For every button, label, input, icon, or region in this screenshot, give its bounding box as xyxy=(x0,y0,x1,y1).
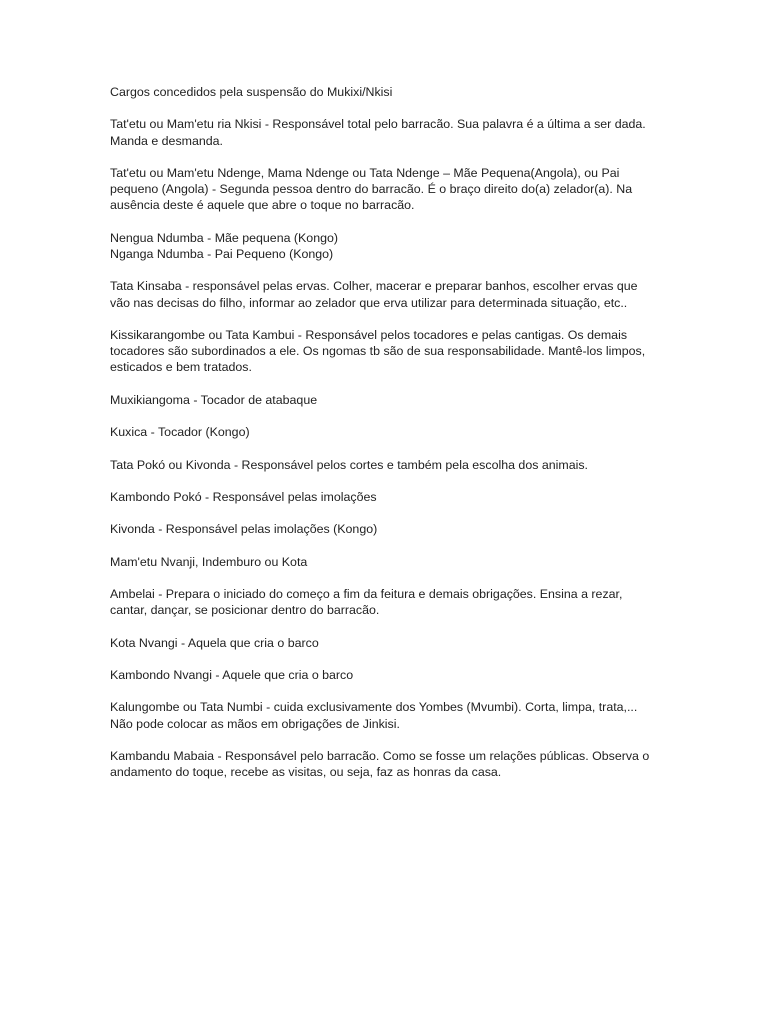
paragraph: Kambondo Pokó - Responsável pelas imolações xyxy=(110,489,377,504)
paragraph: Mam'etu Nvanji, Indemburo ou Kota xyxy=(110,554,308,569)
paragraph: Tata Kinsaba - responsável pelas ervas. Colher, macerar e preparar banhos, escolher ervas que vão nas decisas do filho, informar ao zelador que erva utilizar para determinada situação, etc.. xyxy=(110,279,638,310)
paragraph: Tat'etu ou Mam'etu Ndenge, Mama Ndenge ou Tata Ndenge – Mãe Pequena(Angola), ou Pai pequeno (Angola) - Segunda pessoa dentro do barracão. É o braço direito do(a) zelador(a). Na ausência deste é aquele que abre o toque no barracão. xyxy=(110,165,633,213)
paragraph: Kota Nvangi - Aquela que cria o barco xyxy=(110,635,319,650)
paragraph: Kalungombe ou Tata Numbi - cuida exclusivamente dos Yombes (Mvumbi). Corta, limpa, trata,... Não pode colocar as mãos em obrigações de Jinkisi. xyxy=(110,700,638,731)
paragraph: Nengua Ndumba - Mãe pequena (Kongo) xyxy=(110,230,338,245)
paragraph: Tat'etu ou Mam'etu ria Nkisi - Responsável total pelo barracão. Sua palavra é a última a ser dada. Manda e desmanda. xyxy=(110,117,646,148)
document-body xyxy=(110,84,656,797)
paragraph: Nganga Ndumba - Pai Pequeno (Kongo) xyxy=(110,246,334,261)
paragraph: Muxikiangoma - Tocador de atabaque xyxy=(110,392,318,407)
paragraph: Ambelai - Prepara o iniciado do começo a fim da feitura e demais obrigações. Ensina a rezar, cantar, dançar, se posicionar dentro do barracão. xyxy=(110,587,623,618)
paragraph: Kissikarangombe ou Tata Kambui - Responsável pelos tocadores e pelas cantigas. Os demais tocadores são subordinados a ele. Os ngomas tb são de sua responsabilidade. Mantê-los limpos, esticados e bem tratados. xyxy=(110,327,646,375)
paragraph: Kambondo Nvangi - Aquele que cria o barco xyxy=(110,668,354,683)
paragraph: Kivonda - Responsável pelas imolações (Kongo) xyxy=(110,522,378,537)
paragraph: Tata Pokó ou Kivonda - Responsável pelos cortes e também pela escolha dos animais. xyxy=(110,457,588,472)
paragraph: Kambandu Mabaia - Responsável pelo barracão. Como se fosse um relações públicas. Observa o andamento do toque, recebe as visitas, ou seja, faz as honras da casa. xyxy=(110,749,650,780)
paragraph: Kuxica - Tocador (Kongo) xyxy=(110,425,250,440)
document-title: Cargos concedidos pela suspensão do Mukixi/Nkisi xyxy=(110,85,393,99)
